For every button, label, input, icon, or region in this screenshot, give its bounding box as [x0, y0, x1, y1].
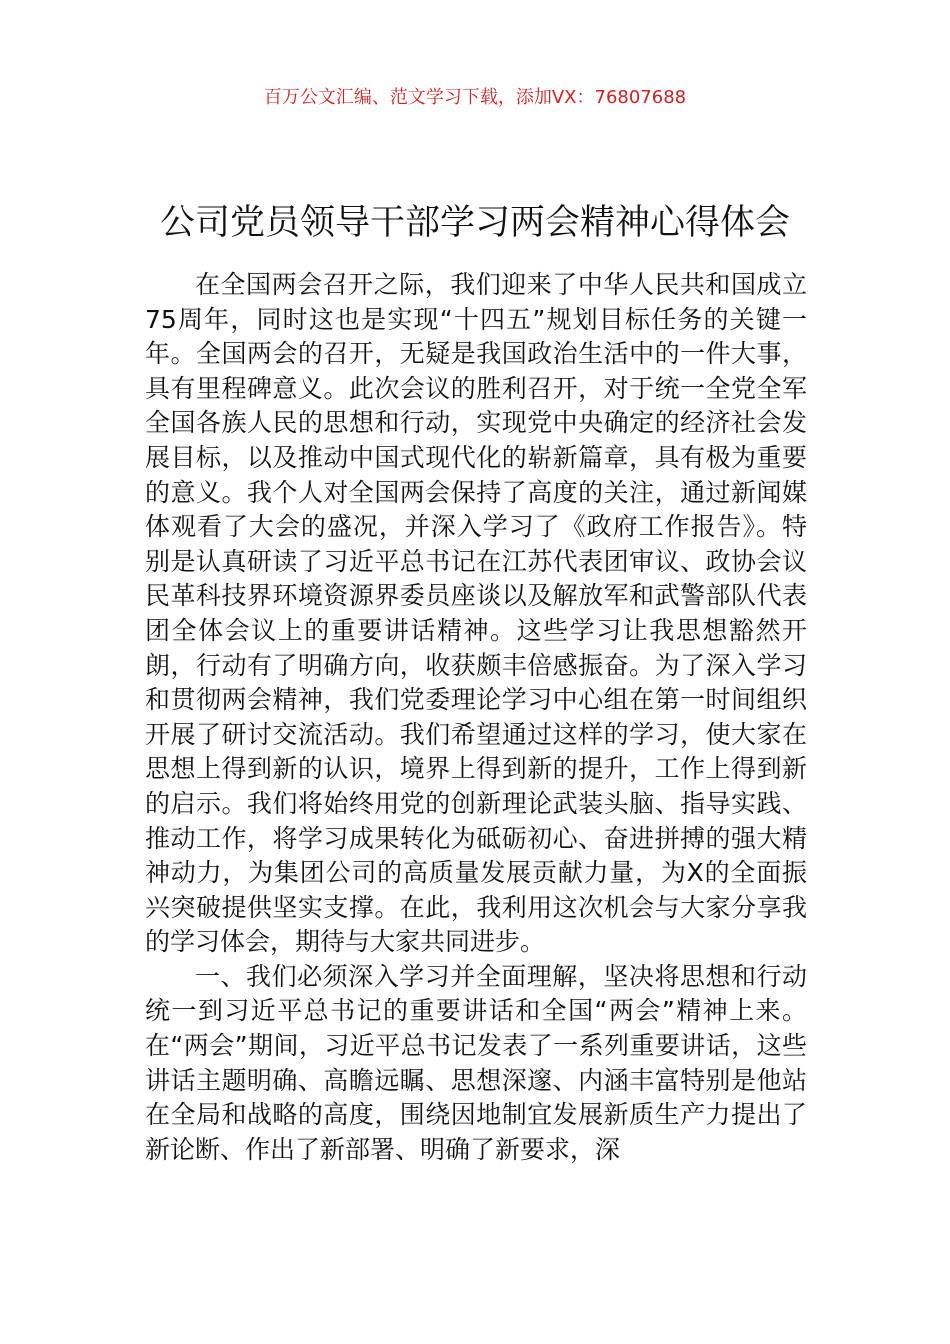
paragraph-intro: 在全国两会召开之际，我们迎来了中华人民共和国成立75周年，同时这也是实现“十四五”规划目标任务的关键一年。全国两会的召开，无疑是我国政治生活中的一件大事，具有里程碑意义。此次会议的胜利召开，对于统一全党全军全国各族人民的思想和行动，实现党中央确定的经济社会发展目标，以及推动中国式现代化的崭新篇章，具有极为重要的意义。我个人对全国两会保持了高度的关注，通过新闻媒体观看了大会的盛况，并深入学习了《政府工作报告》。特别是认真研读了习近平总书记在江苏代表团审议、政协会议民革科技界环境资源界委员座谈以及解放军和武警部队代表团全体会议上的重要讲话精神。这些学习让我思想豁然开朗，行动有了明确方向，收获颇丰倍感振奋。为了深入学习和贯彻两会精神，我们党委理论学习中心组在第一时间组织开展了研讨交流活动。我们希望通过这样的学习，使大家在思想上得到新的认识，境界上得到新的提升，工作上得到新的启示。我们将始终用党的创新理论武装头脑、指导实践、推动工作，将学习成果转化为砥砺初心、奋进拼搏的强大精神动力，为集团公司的高质量发展贡献力量，为X的全面振兴突破提供坚实支撑。在此，我利用这次机会与大家分享我的学习体会，期待与大家共同进步。	[145, 270, 807, 957]
document-title: 公司党员领导干部学习两会精神心得体会	[159, 203, 790, 244]
paragraph-section-one: 一、我们必须深入学习并全面理解，坚决将思想和行动统一到习近平总书记的重要讲话和全国“两会”精神上来。在“两会”期间，习近平总书记发表了一系列重要讲话，这些讲话主题明确、高瞻远瞩、思想深邃、内涵丰富特别是他站在全局和战略的高度，围绕因地制宜发展新质生产力提出了新论断、作出了新部署、明确了新要求，深	[145, 961, 807, 1164]
watermark-header: 百万公文汇编、范文学习下载，添加VX：76807688	[263, 87, 687, 108]
document-body	[145, 268, 807, 1167]
